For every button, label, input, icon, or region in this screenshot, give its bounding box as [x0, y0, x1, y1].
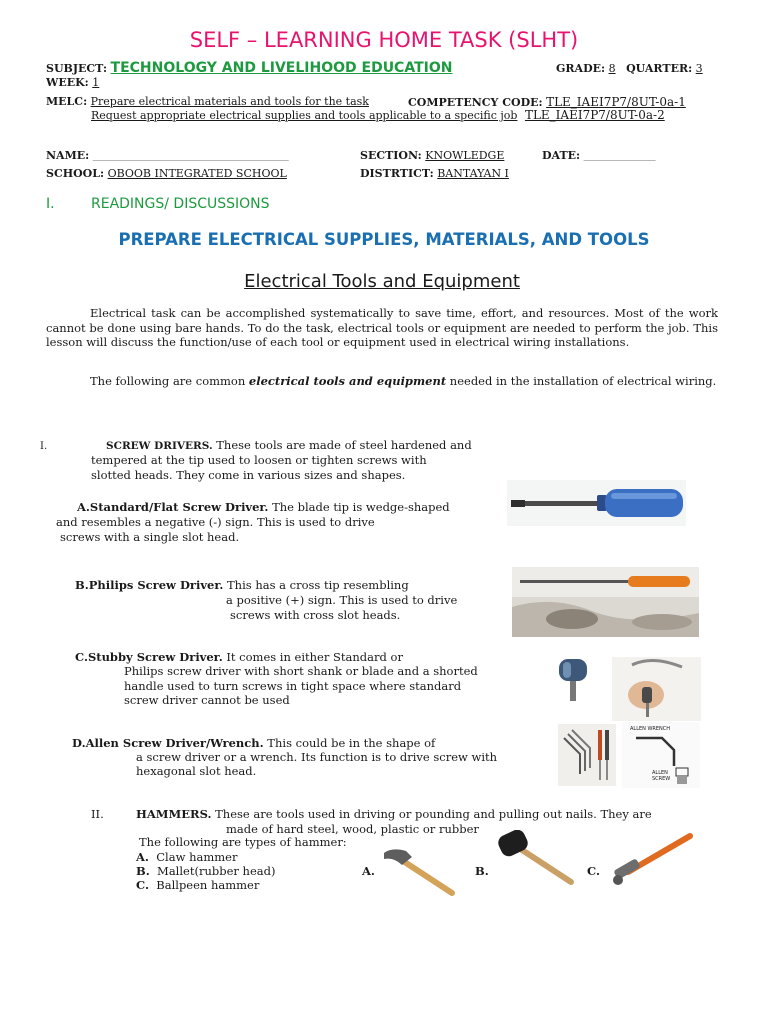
quarter-label: QUARTER: — [626, 62, 693, 75]
allen-line-1: D.Allen Screw Driver/Wrench. This could be in the shape of — [72, 736, 436, 750]
intro-paragraph: Electrical task can be accomplished systematically to save time, effort, and resources. Most of the work cannot be done using bare hands. To do the task, electrical tools or equipment are needed to perform the job. This lesson will discuss the function/use of each tool or equipment used in electrical wiring installations. — [46, 306, 718, 349]
melc-row-2 — [91, 108, 665, 122]
grade-label: GRADE: — [556, 62, 606, 75]
melc-label: MELC — [46, 95, 84, 108]
week-label: WEEK: — [46, 76, 89, 89]
section-value: KNOWLEDGE — [425, 149, 505, 162]
hammer-type-a: A. Claw hammer — [136, 850, 238, 864]
district-value: BANTAYAN I — [437, 167, 509, 180]
melc-value-1: Prepare electrical materials and tools for the task — [90, 95, 369, 108]
school-value: OBOOB INTEGRATED SCHOOL — [107, 167, 287, 180]
hammers-number: II. — [91, 807, 104, 821]
philips-screwdriver-image — [512, 567, 699, 637]
quarter-value: 3 — [695, 62, 703, 75]
week-value: 1 — [92, 76, 100, 89]
stubby-screwdriver-image — [553, 655, 597, 705]
philips-line-1: B.Philips Screw Driver. This has a cross tip resembling — [75, 578, 409, 592]
intro-emphasis: electrical tools and equipment — [248, 374, 447, 388]
competency-label: COMPETENCY CODE: — [408, 96, 543, 109]
competency-value-1: TLE_IAEI7P7/8UT-0a-1 — [546, 95, 686, 109]
district-label: DISTRTICT: — [360, 167, 434, 180]
school-label: SCHOOL: — [46, 167, 105, 180]
readings-number: I. — [46, 196, 55, 212]
grade-row — [556, 62, 703, 75]
sub-heading: Electrical Tools and Equipment — [244, 271, 520, 292]
stubby-line-3: handle used to turn screws in tight space where standard — [124, 679, 462, 693]
mallet-image — [495, 830, 577, 888]
standard-screwdriver-image — [507, 480, 686, 526]
hammers-desc-2: made of hard steel, wood, plastic or rubber — [226, 822, 479, 836]
allen-line-3: hexagonal slot head. — [136, 764, 257, 778]
hammers-desc-1: HAMMERS. These are tools used in driving or pounding and pulling out nails. They are — [136, 807, 652, 821]
standard-line-3: screws with a single slot head. — [60, 530, 240, 544]
page-title: SELF – LEARNING HOME TASK (SLHT) — [189, 28, 579, 52]
main-heading: PREPARE ELECTRICAL SUPPLIES, MATERIALS, AND TOOLS — [118, 230, 650, 249]
melc-value-2: Request appropriate electrical supplies and tools applicable to a specific job — [91, 109, 518, 122]
hammer-img-label-a: A. — [362, 864, 375, 878]
allen-wrench-diagram-image — [622, 722, 700, 788]
ballpeen-hammer-image — [610, 830, 696, 888]
hammer-img-label-b: B. — [475, 864, 489, 878]
screwdrivers-desc-3: slotted heads. They come in various sizes and shapes. — [91, 468, 406, 482]
subject-label: SUBJECT: — [46, 62, 108, 75]
hammer-type-b: B. Mallet(rubber head) — [136, 864, 276, 878]
date-row — [542, 149, 656, 162]
allen-screw-label: ALLEN SCREW — [652, 770, 671, 782]
grade-value: 8 — [608, 62, 616, 75]
section-label: SECTION: — [360, 149, 422, 162]
claw-hammer-image — [382, 845, 458, 897]
hammer-type-c: C. Ballpeen hammer — [136, 878, 260, 892]
name-row — [46, 149, 289, 162]
date-label: DATE: — [542, 149, 581, 162]
date-blank: __________________ — [583, 152, 656, 161]
name-blank: _________________________________________________ — [92, 152, 289, 161]
screwdrivers-desc-1: SCREW DRIVERS. These tools are made of steel hardened and — [106, 438, 472, 452]
stubby-line-2: Philips screw driver with short shank or blade and a shorted — [124, 664, 478, 678]
section-row — [360, 149, 504, 162]
allen-wrench-label: ALLEN WRENCH — [630, 726, 671, 732]
subject-value: TECHNOLOGY AND LIVELIHOOD EDUCATION — [110, 60, 453, 76]
hammer-img-label-c: C. — [587, 864, 600, 878]
competency-row — [408, 95, 686, 109]
school-row — [46, 167, 287, 180]
stubby-line-4: screw driver cannot be used — [124, 693, 290, 707]
intro-paragraph-2: The following are common electrical tools and equipment needed in the installation of electrical wiring. — [90, 374, 717, 388]
competency-value-2: TLE_IAEI7P7/8UT-0a-2 — [524, 108, 665, 122]
standard-line-2: and resembles a negative (-) sign. This is used to drive — [56, 515, 375, 529]
stubby-in-use-image — [612, 657, 701, 721]
district-row — [360, 167, 509, 180]
name-label: NAME: — [46, 149, 90, 162]
stubby-line-1: C.Stubby Screw Driver. It comes in either Standard or — [75, 650, 403, 664]
philips-line-3: screws with cross slot heads. — [230, 608, 401, 622]
hammer-types-intro: The following are types of hammer: — [139, 835, 347, 849]
philips-line-2: a positive (+) sign. This is used to drive — [226, 593, 458, 607]
screwdrivers-number: I. — [40, 441, 48, 452]
screwdrivers-desc-2: tempered at the tip used to loosen or tighten screws with — [91, 453, 427, 467]
allen-wrench-set-image — [558, 724, 616, 786]
subject-row — [46, 60, 452, 76]
melc-row: MELC: Prepare electrical materials and tools for the task — [46, 95, 369, 108]
allen-line-2: a screw driver or a wrench. Its function is to drive screw with — [136, 750, 498, 764]
readings-title: READINGS/ DISCUSSIONS — [91, 196, 270, 212]
week-row — [46, 76, 99, 89]
standard-line-1: A.Standard/Flat Screw Driver. The blade tip is wedge-shaped — [77, 500, 450, 514]
